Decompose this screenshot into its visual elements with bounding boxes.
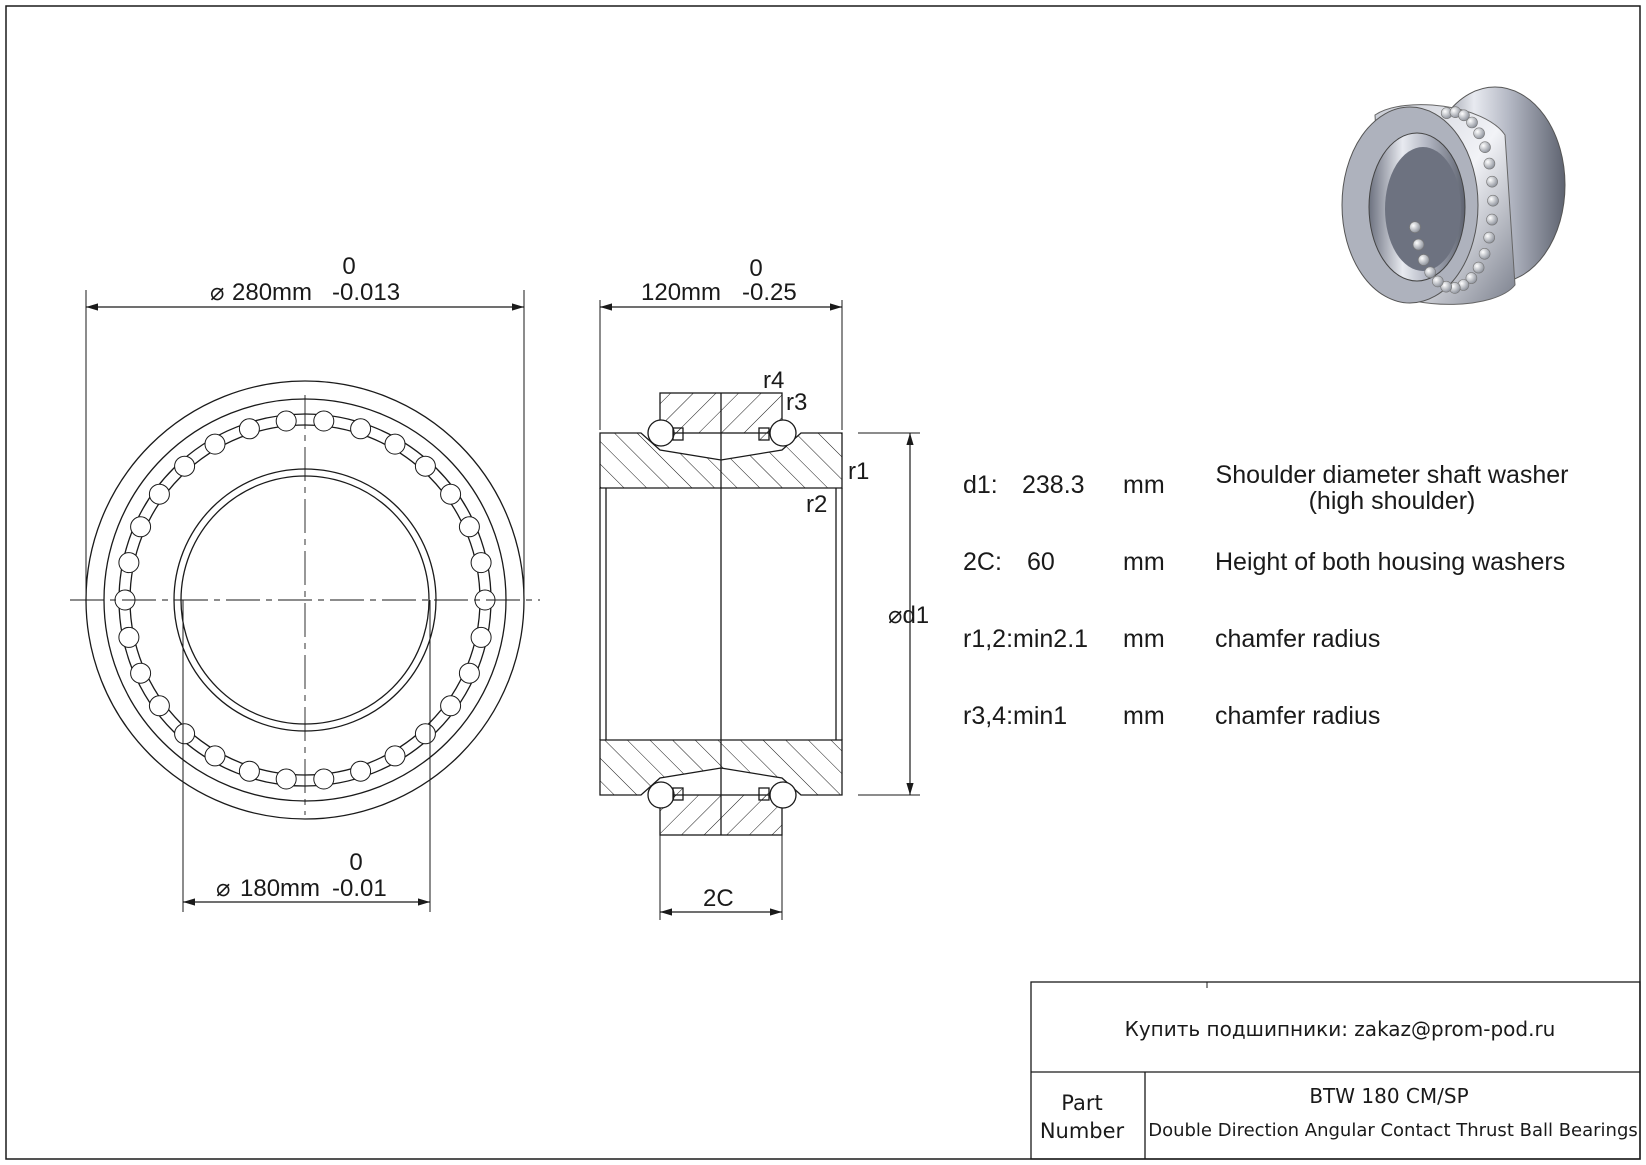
svg-text:d1:: d1: xyxy=(963,471,998,499)
svg-text:⌀: ⌀ xyxy=(216,875,231,902)
ball xyxy=(471,627,491,647)
ball xyxy=(441,484,461,504)
ball xyxy=(276,769,296,789)
render-ball xyxy=(1479,248,1490,259)
width-dimension xyxy=(641,255,797,306)
ball xyxy=(415,724,435,744)
svg-text:120mm: 120mm xyxy=(641,279,722,306)
order-line: Купить подшипники: zakaz@prom-pod.ru xyxy=(1124,1017,1556,1041)
svg-text:238.3: 238.3 xyxy=(1022,471,1085,499)
render-ball xyxy=(1413,239,1424,250)
render-ball xyxy=(1418,254,1429,265)
svg-text:(high shoulder): (high shoulder) xyxy=(1308,487,1476,515)
render-ball xyxy=(1410,222,1421,233)
render-ball xyxy=(1484,158,1495,169)
svg-text:0: 0 xyxy=(342,253,356,280)
spec-row xyxy=(963,548,1565,576)
spec-row xyxy=(963,625,1380,653)
ball xyxy=(149,484,169,504)
svg-text:mm: mm xyxy=(1123,548,1165,576)
svg-text:chamfer radius: chamfer radius xyxy=(1215,625,1381,653)
render-ball xyxy=(1432,276,1443,287)
ball xyxy=(205,746,225,766)
ball xyxy=(351,761,371,781)
part-number: BTW 180 CM/SP xyxy=(1309,1084,1469,1108)
ball xyxy=(131,663,151,683)
bore-diameter-dimension xyxy=(216,849,387,902)
ball xyxy=(459,517,479,537)
ball xyxy=(149,696,169,716)
svg-text:-0.25: -0.25 xyxy=(742,279,797,306)
svg-text:2C:: 2C: xyxy=(963,548,1002,576)
ball xyxy=(441,696,461,716)
ball xyxy=(276,411,296,431)
ball xyxy=(175,724,195,744)
spec-row xyxy=(963,702,1380,730)
svg-text:280mm: 280mm xyxy=(232,279,313,306)
ball xyxy=(385,434,405,454)
svg-text:Shoulder diameter shaft washer: Shoulder diameter shaft washer xyxy=(1215,461,1569,489)
r2-label: r2 xyxy=(806,491,828,518)
ball xyxy=(205,434,225,454)
svg-text:chamfer radius: chamfer radius xyxy=(1215,702,1381,730)
svg-text:⌀: ⌀ xyxy=(210,279,225,306)
svg-text:r3,4:min1: r3,4:min1 xyxy=(963,702,1068,730)
render-ball xyxy=(1480,142,1491,153)
ball xyxy=(314,769,334,789)
ball xyxy=(119,553,139,573)
2c-label: 2C xyxy=(703,885,734,912)
svg-text:-0.01: -0.01 xyxy=(332,875,387,902)
ball xyxy=(175,456,195,476)
render-ball xyxy=(1474,128,1485,139)
r1-label: r1 xyxy=(848,458,870,485)
ball xyxy=(119,627,139,647)
number-label: Number xyxy=(1039,1119,1125,1143)
outer-diameter-dimension xyxy=(210,253,400,306)
render-ball xyxy=(1487,176,1498,187)
ball xyxy=(239,419,259,439)
ball xyxy=(239,761,259,781)
render-ball xyxy=(1487,214,1498,225)
svg-text:0: 0 xyxy=(349,849,363,876)
svg-text:60: 60 xyxy=(1027,548,1055,576)
r3-label: r3 xyxy=(786,389,808,416)
ball xyxy=(131,517,151,537)
svg-text:mm: mm xyxy=(1123,625,1165,653)
svg-text:mm: mm xyxy=(1123,471,1165,499)
ball xyxy=(471,553,491,573)
spec-row xyxy=(963,461,1568,515)
svg-text:r1,2:min2.1: r1,2:min2.1 xyxy=(963,625,1089,653)
ball xyxy=(314,411,334,431)
render-ball xyxy=(1488,195,1499,206)
ball xyxy=(415,456,435,476)
ball xyxy=(385,746,405,766)
part-description: Double Direction Angular Contact Thrust Ball Bearings xyxy=(1148,1120,1638,1141)
svg-text:180mm: 180mm xyxy=(240,875,321,902)
d1-label: ⌀d1 xyxy=(888,602,930,629)
render-ball xyxy=(1473,262,1484,273)
spec-table xyxy=(963,461,1568,730)
render-ball xyxy=(1467,117,1478,128)
svg-text:mm: mm xyxy=(1123,702,1165,730)
r4-label: r4 xyxy=(763,367,785,394)
part-label: Part xyxy=(1061,1091,1103,1115)
front-view xyxy=(70,290,540,912)
section-view xyxy=(600,300,920,920)
svg-text:Height of both housing washers: Height of both housing washers xyxy=(1215,548,1566,576)
bearing-3d-render-icon xyxy=(1342,87,1565,304)
render-ball xyxy=(1425,267,1436,278)
render-ball xyxy=(1484,232,1495,243)
svg-text:-0.013: -0.013 xyxy=(332,279,401,306)
ball xyxy=(459,663,479,683)
ball xyxy=(351,419,371,439)
svg-text:0: 0 xyxy=(749,255,763,282)
